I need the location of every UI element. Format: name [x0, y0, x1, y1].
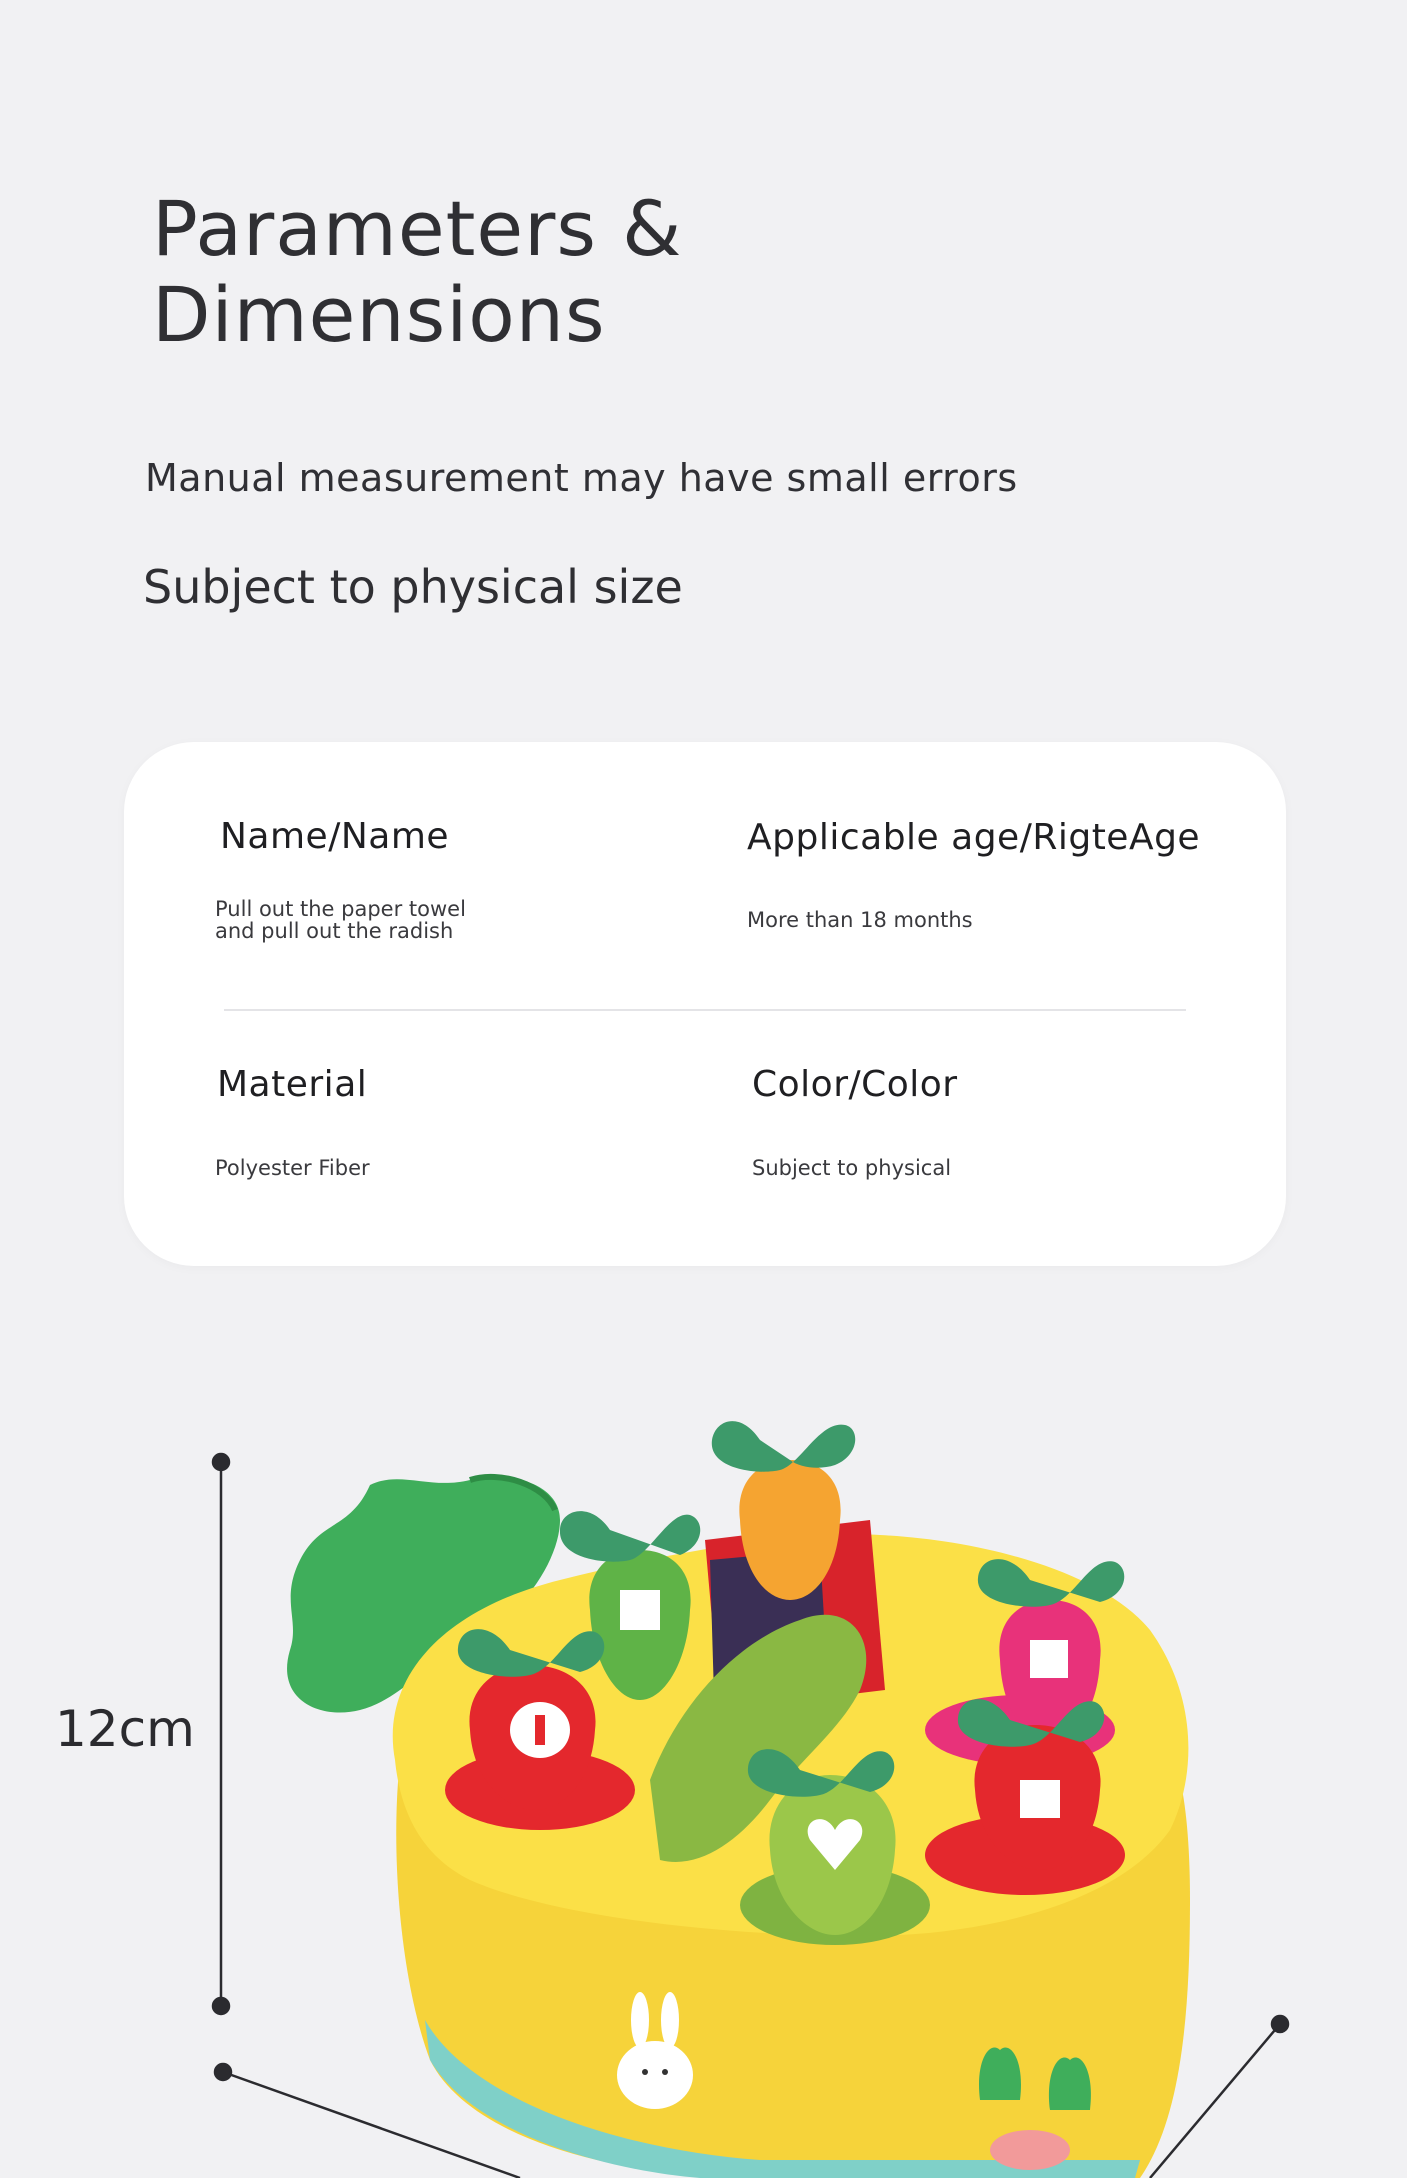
page-title: [152, 186, 682, 358]
material-label: Material: [217, 1064, 368, 1105]
toy-illustration: [0, 1320, 1407, 2178]
age-label: Applicable age/RigteAge: [747, 817, 1201, 858]
color-value: Subject to physical: [752, 1156, 952, 1180]
name-value-line-2: and pull out the radish: [215, 919, 454, 943]
name-value-line-1: Pull out the paper towel: [215, 897, 466, 921]
divider: [224, 1009, 1186, 1011]
height-dimension-label: 12cm: [55, 1700, 195, 1758]
measurement-note: Manual measurement may have small errors: [145, 456, 1018, 500]
page-title-line-2: Dimensions: [152, 270, 606, 359]
page-title-line-1: Parameters &: [152, 184, 683, 273]
parameters-card: [124, 742, 1286, 1266]
physical-size-note: Subject to physical size: [143, 560, 683, 614]
name-label: Name/Name: [220, 816, 450, 857]
name-value: [215, 898, 466, 942]
height-dimension-line: [213, 1454, 229, 2014]
age-value: More than 18 months: [747, 908, 973, 932]
color-label: Color/Color: [752, 1064, 958, 1105]
material-value: Polyester Fiber: [215, 1156, 370, 1180]
